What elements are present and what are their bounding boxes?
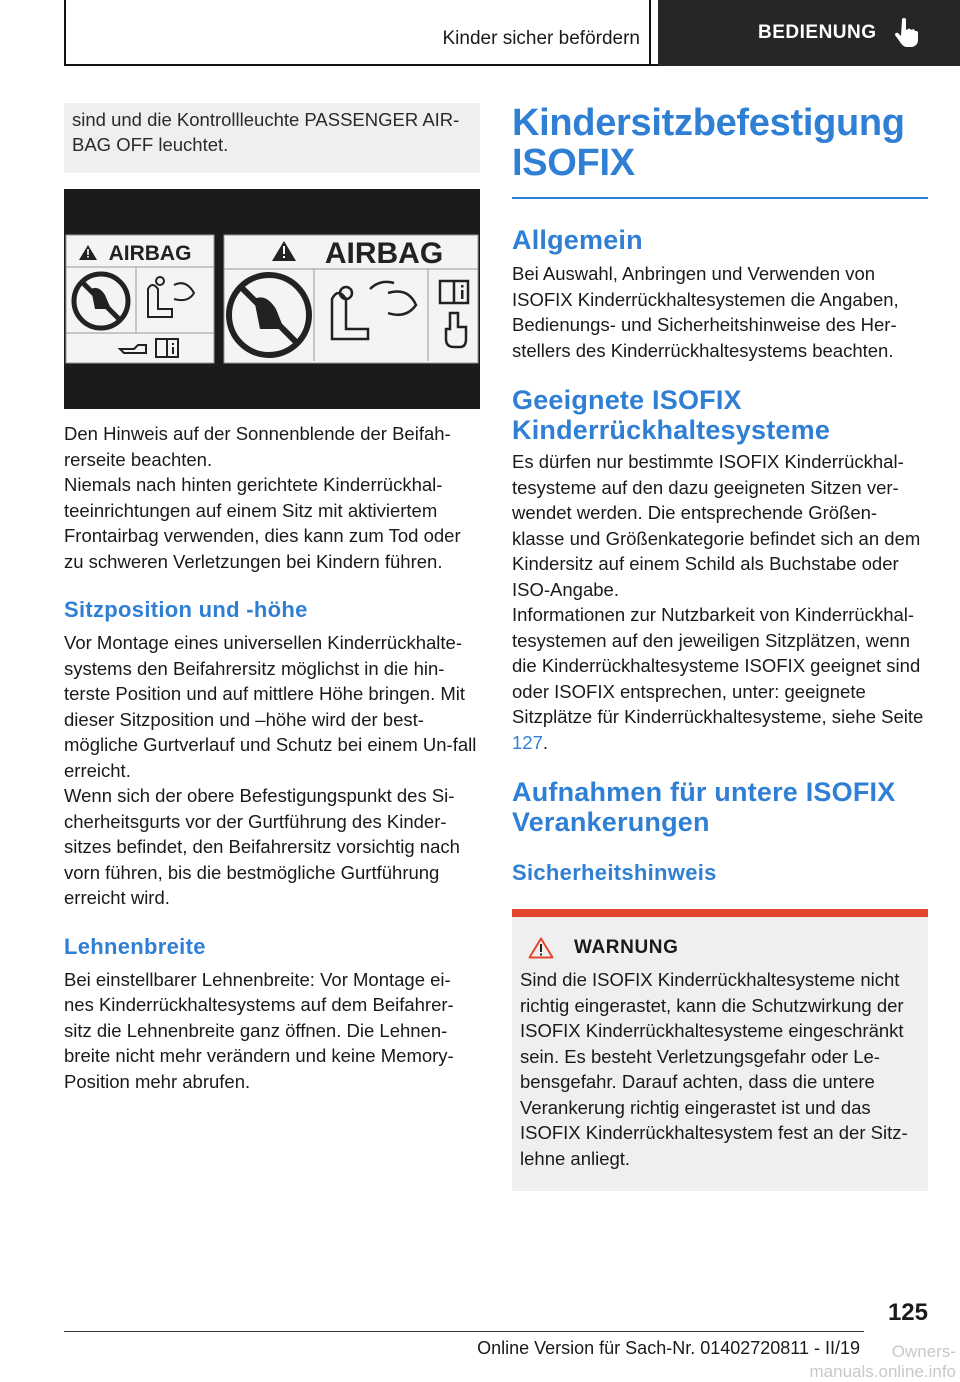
footer-online-version: Online Version für Sach-Nr. 01402720811 - II/19 [477, 1338, 860, 1358]
footer-rule [64, 1331, 864, 1332]
continued-note-text: sind und die Kontrollleuchte PASSENGER AIR-BAG OFF leuchtet. [72, 109, 460, 155]
warning-title: WARNUNG [574, 937, 679, 958]
footer-watermark: Owners-manuals.online.info [809, 1342, 956, 1381]
page-reference-link[interactable]: 127 [512, 731, 543, 753]
airbag-label-illustration [64, 189, 480, 409]
warning-box [512, 909, 928, 1191]
left-column [64, 103, 480, 1094]
header-bottom-rule [64, 64, 658, 66]
usability-paragraph [512, 602, 928, 755]
airbag-label-figure [64, 189, 480, 409]
heading-general: Allgemein [512, 225, 643, 255]
header-left-rule [64, 0, 66, 66]
heading-suitable-systems: Geeignete ISOFIX Kinderrückhaltesysteme [512, 385, 831, 445]
belt-anchor-paragraph: Wenn sich der obere Befestigungspunkt des Si-cherheitsgurts vor der Gurtführung des Kinder-sitzes befindet, den Beifahrersitz vorsichtig nach vorn führen, bis die bestmögliche Gurtführung erreicht wird. [64, 785, 460, 908]
page-number: 125 [887, 1299, 928, 1326]
heading-seat-position: Sitzposition und -höhe [64, 597, 308, 622]
suitable-systems-paragraph: Es dürfen nur bestimmte ISOFIX Kinderrückhal-tesysteme auf den dazu geeigneten Sitzen ver-wendet werden. Die entsprechende Größen-klasse und Größenkategorie befindet sich an dem Kindersitz auf einem Schild als Buchstabe oder ISO-Angabe. [512, 451, 921, 600]
usability-text: Informationen zur Nutzbarkeit von Kinderrückhal-tesystemen auf den jeweiligen Sitzplätzen, wenn die Kinderrückhaltesysteme ISOFIX geeignet sind oder ISOFIX entsprechen, unter: geeignete Sitzplätze für Kinderrückhaltesysteme, siehe Seite [512, 604, 924, 727]
usability-end: . [542, 731, 549, 753]
title-rule [512, 197, 928, 199]
heading-backrest-width: Lehnenbreite [64, 933, 206, 959]
warning-text: Sind die ISOFIX Kinderrückhaltesysteme nicht richtig eingerastet, kann die Schutzwirkung der ISOFIX Kinderrückhaltesysteme eingeschränkt sein. Es besteht Verletzungsgefahr oder Le-bensgefahr. Darauf achten, dass die untere Verankerung richtig eingerastet ist und das ISOFIX Kinderrückhaltesystem fest an der Sitz-lehne anliegt. [520, 969, 908, 1169]
warning-accent-bar [512, 909, 928, 917]
airbag-label-large: AIRBAG [324, 237, 444, 270]
header-divider [649, 0, 651, 66]
header-chapter-tab[interactable] [658, 0, 960, 66]
airbag-label-small: AIRBAG [108, 242, 192, 265]
heading-safety-note: Sicherheitshinweis [512, 860, 717, 885]
heading-lower-anchorages: Aufnahmen für untere ISOFIX Verankerungen [512, 777, 896, 837]
right-column [512, 103, 928, 1191]
warning-triangle-icon [528, 937, 554, 959]
page-title: Kindersitzbefestigung ISOFIX [512, 102, 905, 184]
continued-note-box [64, 103, 480, 173]
rear-facing-warning-paragraph: Niemals nach hinten gerichtete Kinderrückhal-teeinrichtungen auf einem Sitz mit aktiviertem Frontairbag verwenden, dies kann zum Tod oder zu schweren Verletzungen bei Kindern führen. [64, 474, 461, 572]
sun-visor-paragraph: Den Hinweis auf der Sonnenblende der Beifah-rerseite beachten. [64, 423, 451, 470]
seat-position-paragraph: Vor Montage eines universellen Kinderrückhalte-systems den Beifahrersitz möglichst in die hin-terste Position und auf mittlere Höhe bringen. Mit dieser Sitzposition und –höhe wird der best-mögliche Gurtverlauf und Schutz bei einem Un-fall erreicht. [64, 632, 477, 781]
header-chapter-label: BEDIENUNG [758, 22, 877, 43]
hand-pointer-icon [893, 18, 919, 48]
header-section-title[interactable]: Kinder sicher befördern [442, 28, 640, 49]
general-paragraph: Bei Auswahl, Anbringen und Verwenden von ISOFIX Kinderrückhaltesystemen die Angaben, Bedienungs- und Sicherheitshinweise des Her-stellers des Kinderrückhaltesystems beachten. [512, 263, 899, 361]
backrest-width-paragraph: Bei einstellbarer Lehnenbreite: Vor Montage ei-nes Kinderrückhaltesystems auf dem Beifahrer-sitz die Lehnenbreite ganz öffnen. Die Lehnen-breite nicht mehr verändern und keine Memory-Position mehr abrufen. [64, 968, 454, 1092]
